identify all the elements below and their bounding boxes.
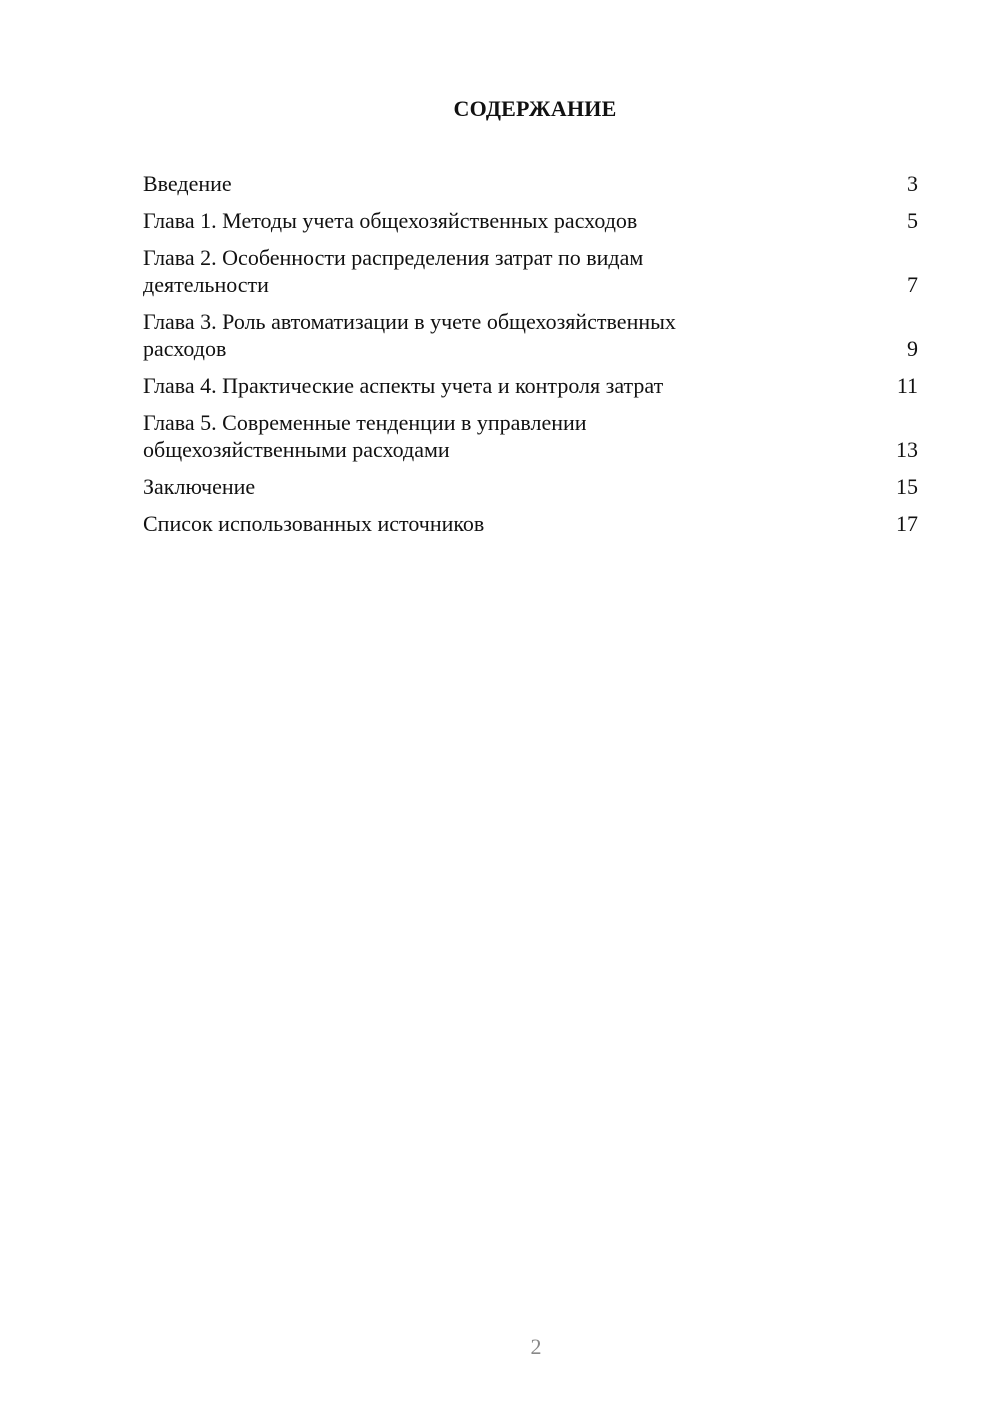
toc-entry-references xyxy=(143,510,918,537)
toc-entry-page: 3 xyxy=(907,171,918,196)
toc-entry-title: Глава 5. Современные тенденции в управлении общехозяйственными расходами xyxy=(143,410,587,462)
toc-entry-chapter-5 xyxy=(143,409,918,463)
toc-entry-title: Введение xyxy=(143,171,232,196)
toc-entry-page: 13 xyxy=(896,437,918,462)
toc-entry-chapter-1 xyxy=(143,207,918,234)
table-of-contents xyxy=(143,170,918,547)
page-title: СОДЕРЖАНИЕ xyxy=(453,96,617,121)
toc-entry-page: 17 xyxy=(896,511,918,536)
toc-entry-page: 11 xyxy=(896,373,918,398)
toc-entry-title: Глава 3. Роль автоматизации в учете общехозяйственных расходов xyxy=(143,309,676,361)
page-number: 2 xyxy=(530,1334,542,1359)
toc-entry-title: Глава 4. Практические аспекты учета и контроля затрат xyxy=(143,373,664,398)
toc-entry-page: 9 xyxy=(907,336,918,361)
toc-entry-title: Глава 1. Методы учета общехозяйственных расходов xyxy=(143,208,638,233)
toc-entry-title: Глава 2. Особенности распределения затрат по видам деятельности xyxy=(143,245,644,297)
toc-entry-conclusion xyxy=(143,473,918,500)
toc-entry-title: Заключение xyxy=(143,474,256,499)
toc-entry-chapter-4 xyxy=(143,372,918,399)
toc-entry-page: 15 xyxy=(896,474,918,499)
toc-entry-page: 7 xyxy=(907,272,918,297)
toc-entry-page: 5 xyxy=(907,208,918,233)
toc-entry-introduction xyxy=(143,170,918,197)
toc-entry-title: Список использованных источников xyxy=(143,511,485,536)
toc-entry-chapter-3 xyxy=(143,308,918,362)
toc-entry-chapter-2 xyxy=(143,244,918,298)
